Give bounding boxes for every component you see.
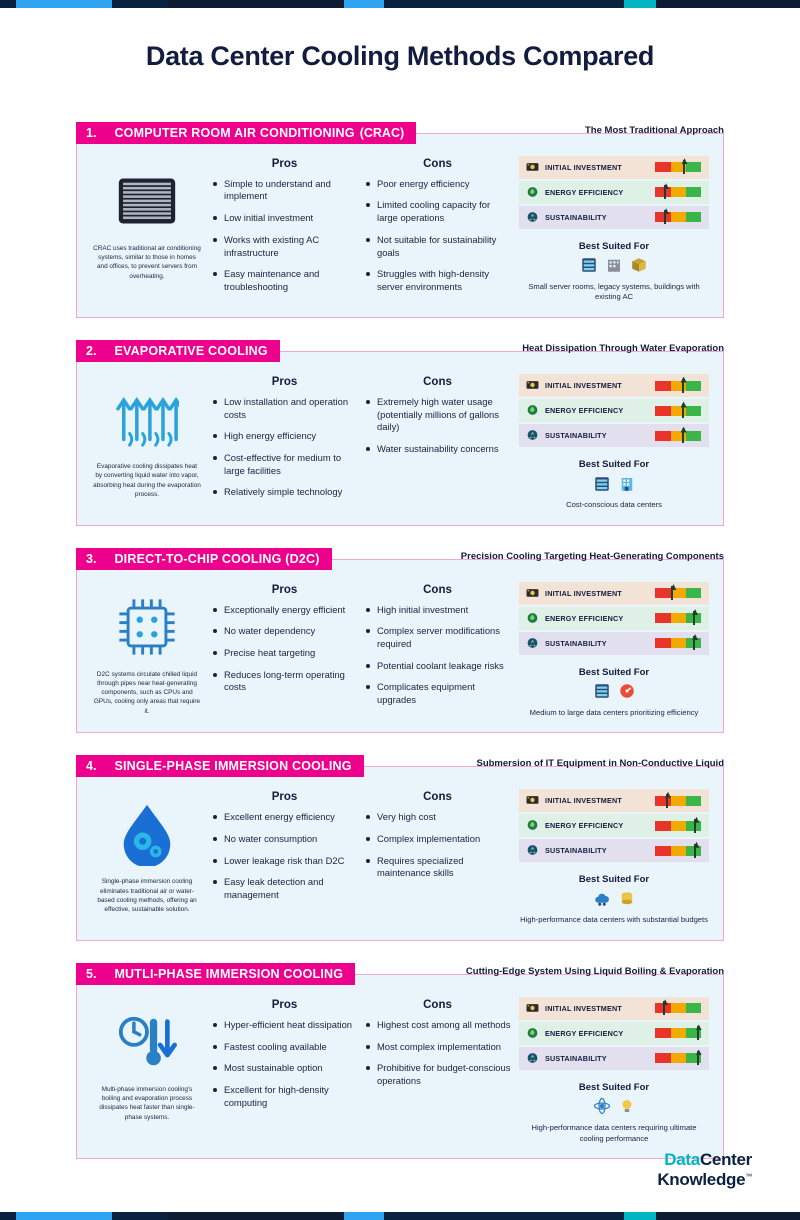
money-icon (526, 587, 539, 600)
pro-item: Most sustainable option (211, 1062, 358, 1075)
best-suited-text: High-performance data centers with substantial budgets (520, 915, 708, 925)
recycle-icon (526, 1052, 539, 1065)
ratings-column (519, 582, 709, 719)
cooling-method-section (76, 340, 724, 526)
section-header (76, 548, 724, 570)
method-illustration (91, 1005, 203, 1079)
recycle-icon (526, 637, 539, 650)
section-number: 3. (86, 551, 97, 566)
section-subhead: The Most Traditional Approach (585, 124, 724, 136)
ribbon-segment (344, 0, 384, 8)
pro-item: Low installation and operation costs (211, 396, 358, 421)
rating-meter (655, 406, 701, 416)
rating-row (519, 181, 709, 204)
rating-label: ENERGY EFFICIENCY (545, 613, 624, 623)
leaf-globe-icon (526, 404, 539, 417)
ribbon-segment (624, 1212, 656, 1220)
cons-heading: Cons (423, 791, 452, 804)
illustration-column (91, 789, 203, 926)
pro-item: Hyper-efficient heat dissipation (211, 1019, 358, 1032)
pros-heading: Pros (271, 583, 298, 596)
best-suited-icons (519, 1099, 709, 1119)
con-item: High initial investment (364, 604, 511, 617)
rating-marker (683, 160, 685, 174)
logo-center: Center (699, 1150, 752, 1169)
pro-item: Low initial investment (211, 212, 358, 225)
section-name: MUTLI-PHASE IMMERSION COOLING (114, 966, 344, 981)
rating-meter (655, 212, 701, 222)
cons-heading: Cons (423, 157, 452, 170)
box-icon (630, 256, 648, 279)
ribbon-segment (656, 0, 800, 8)
rating-marker (671, 586, 673, 600)
pros-cons (211, 789, 511, 926)
pros-list (211, 1019, 358, 1109)
pros-heading: Pros (271, 998, 298, 1011)
rating-marker (664, 210, 666, 224)
rating-marker (697, 1051, 699, 1065)
rating-marker (694, 844, 696, 858)
pro-item: Cost-effective for medium to large facilities (211, 452, 358, 477)
money-icon (526, 1002, 539, 1015)
pro-item: No water dependency (211, 625, 358, 638)
rating-marker (682, 429, 684, 443)
money-icon (526, 1002, 539, 1015)
section-subhead: Heat Dissipation Through Water Evaporation (522, 343, 724, 354)
best-suited-icons (519, 891, 709, 911)
rating-label: ENERGY EFFICIENCY (545, 821, 624, 831)
leaf-globe-icon (526, 612, 539, 625)
pro-item: Precise heat targeting (211, 647, 358, 660)
method-caption: Multi-phase immersion cooling's boiling and evaporation process dissipates heat faster than single-phase systems. (99, 1085, 195, 1121)
leaf-globe-icon (526, 612, 539, 625)
best-suited-heading: Best Suited For (578, 240, 650, 252)
rating-row (519, 399, 709, 422)
cons-column (364, 584, 511, 719)
rating-label: ENERGY EFFICIENCY (545, 1028, 624, 1038)
cons-list (364, 178, 511, 294)
crac-unit-icon (116, 170, 178, 232)
section-badge (76, 340, 280, 362)
pros-column (211, 158, 358, 303)
pro-item: Easy leak detection and management (211, 876, 358, 901)
ribbon-segment (16, 1212, 112, 1220)
section-number: 5. (86, 966, 97, 981)
lightbulb-icon (618, 1097, 636, 1120)
con-item: Complex server modifications required (364, 625, 511, 650)
pro-item: Lower leakage risk than D2C (211, 855, 358, 868)
ribbon-segment (168, 1212, 344, 1220)
rating-label: SUSTAINABILITY (545, 846, 607, 856)
con-item: Requires specialized maintenance skills (364, 855, 511, 880)
pros-column (211, 376, 358, 511)
leaf-globe-icon (526, 186, 539, 199)
rating-marker (682, 379, 684, 393)
ribbon-segment (344, 1212, 384, 1220)
database-icon (618, 890, 636, 913)
ribbon-segment (16, 0, 112, 8)
cons-heading: Cons (423, 376, 452, 388)
ribbon-segment (384, 1212, 624, 1220)
cons-column (364, 158, 511, 303)
method-illustration (91, 590, 203, 664)
section-panel (76, 766, 724, 941)
rating-row (519, 1022, 709, 1045)
recycle-icon (526, 844, 539, 857)
money-icon (526, 161, 539, 174)
cons-list (364, 1019, 511, 1088)
pro-item: Excellent for high-density computing (211, 1084, 358, 1109)
money-icon (526, 794, 539, 807)
cloud-network-icon (593, 890, 611, 913)
cooling-method-section (76, 755, 724, 941)
leaf-globe-icon (526, 1027, 539, 1040)
rating-marker (664, 185, 666, 199)
rating-marker (693, 611, 695, 625)
method-illustration (91, 164, 203, 238)
rating-meter (655, 638, 701, 648)
sections-container (0, 122, 800, 1159)
recycle-icon (526, 429, 539, 442)
rating-label: INITIAL INVESTMENT (545, 381, 622, 390)
pro-item: Fastest cooling available (211, 1041, 358, 1054)
box-icon (630, 256, 648, 274)
pros-list (211, 178, 358, 294)
cooling-method-section (76, 963, 724, 1159)
recycle-icon (526, 211, 539, 224)
section-number: 1. (86, 125, 97, 140)
con-item: Prohibitive for budget-conscious operations (364, 1062, 511, 1087)
section-name: SINGLE-PHASE IMMERSION COOLING (114, 759, 352, 774)
rating-meter (655, 796, 701, 806)
section-number: 4. (86, 759, 97, 774)
server-rack-icon (580, 256, 598, 279)
page-title: Data Center Cooling Methods Compared (145, 41, 655, 71)
method-illustration (91, 382, 203, 456)
con-item: Complicates equipment upgrades (364, 681, 511, 706)
illustration-column (91, 156, 203, 303)
gauge-icon (618, 682, 636, 700)
rating-label: SUSTAINABILITY (545, 431, 607, 440)
leaf-globe-icon (526, 404, 539, 417)
gauge-icon (618, 682, 636, 705)
rating-marker (693, 636, 695, 650)
rating-meter (655, 187, 701, 197)
pros-cons (211, 997, 511, 1144)
con-item: Water sustainability concerns (364, 443, 511, 456)
pros-column (211, 791, 358, 926)
rating-row (519, 789, 709, 812)
rating-meter (655, 381, 701, 391)
section-badge (76, 963, 355, 985)
ratings-column (519, 789, 709, 926)
section-name: EVAPORATIVE COOLING (114, 344, 268, 358)
section-header (76, 340, 724, 362)
section-header (76, 122, 724, 144)
rating-label: INITIAL INVESTMENT (545, 1003, 622, 1013)
con-item: Potential coolant leakage risks (364, 660, 511, 673)
section-badge (76, 122, 416, 144)
rating-row (519, 206, 709, 229)
best-suited-heading: Best Suited For (578, 1081, 650, 1093)
pro-item: Excellent energy efficiency (211, 811, 358, 824)
office-building-icon (605, 256, 623, 274)
droplet-gears-icon (115, 802, 179, 866)
rating-meter (655, 162, 701, 172)
rating-row (519, 1047, 709, 1070)
recycle-icon (526, 429, 539, 442)
rating-label: SUSTAINABILITY (545, 638, 607, 648)
rating-row (519, 632, 709, 655)
con-item: Extremely high water usage (potentially millions of gallons daily) (364, 396, 511, 434)
best-suited-heading: Best Suited For (578, 666, 650, 678)
leaf-globe-icon (526, 1027, 539, 1040)
server-rack-icon (593, 475, 611, 493)
con-item: Not suitable for sustainability goals (364, 234, 511, 259)
rating-row (519, 424, 709, 447)
pros-cons (211, 156, 511, 303)
leaf-globe-icon (526, 819, 539, 832)
best-suited-heading: Best Suited For (578, 459, 650, 470)
rating-label: SUSTAINABILITY (545, 212, 607, 222)
rating-meter (655, 1053, 701, 1063)
ribbon-segment (0, 0, 16, 8)
method-caption: Single-phase immersion cooling eliminates traditional air or water-based cooling methods, offering an effective, sustainable solution. (97, 878, 197, 914)
con-item: Very high cost (364, 811, 511, 824)
rating-marker (663, 1001, 665, 1015)
rating-row (519, 839, 709, 862)
chip-icon (115, 595, 179, 659)
illustration-column (91, 582, 203, 719)
best-suited-text: Small server rooms, legacy systems, buildings with existing AC (528, 281, 700, 302)
cons-heading: Cons (423, 998, 452, 1011)
rating-marker (666, 794, 668, 808)
ribbon-segment (168, 0, 344, 8)
logo-data: Data (664, 1150, 700, 1169)
ribbon-segment (0, 1212, 16, 1220)
pros-cons (211, 582, 511, 719)
rating-meter (655, 613, 701, 623)
method-caption: Evaporative cooling dissipates heat by converting liquid water into vapor, absorbing heat during the evaporation process. (93, 463, 201, 498)
rating-row (519, 997, 709, 1020)
section-header (76, 755, 724, 777)
section-panel (76, 351, 724, 526)
best-suited-icons (519, 476, 709, 496)
section-name: COMPUTER ROOM AIR CONDITIONING (114, 125, 355, 140)
building-icon (618, 475, 636, 493)
rating-row (519, 607, 709, 630)
con-item: Poor energy efficiency (364, 178, 511, 191)
pro-item: Easy maintenance and troubleshooting (211, 268, 358, 293)
recycle-icon (526, 637, 539, 650)
cons-list (364, 396, 511, 456)
section-subhead: Cutting-Edge System Using Liquid Boiling & Evaporation (465, 965, 724, 977)
atom-icon (593, 1097, 611, 1115)
section-subhead: Precision Cooling Targeting Heat-Generating Components (460, 550, 724, 562)
cooling-method-section (76, 122, 724, 318)
logo-tm: ™ (745, 1173, 752, 1181)
best-suited-heading: Best Suited For (578, 874, 650, 886)
rating-label: ENERGY EFFICIENCY (545, 406, 624, 415)
cons-column (364, 791, 511, 926)
rating-meter (655, 1028, 701, 1038)
recycle-icon (526, 844, 539, 857)
server-rack-icon (593, 682, 611, 705)
pros-column (211, 584, 358, 719)
method-caption: CRAC uses traditional air conditioning systems, similar to those in homes and offices, to prevent servers from overheating. (93, 244, 201, 280)
money-icon (526, 379, 539, 392)
rating-label: INITIAL INVESTMENT (545, 796, 622, 806)
database-icon (618, 890, 636, 908)
money-icon (526, 587, 539, 600)
section-subhead: Submersion of IT Equipment in Non-Conductive Liquid (476, 758, 724, 770)
con-item: Struggles with high-density server environments (364, 268, 511, 293)
brand-logo (657, 1150, 752, 1190)
section-panel (76, 133, 724, 318)
section-badge (76, 755, 364, 777)
pro-item: High energy efficiency (211, 430, 358, 443)
building-icon (618, 475, 636, 498)
cons-column (364, 376, 511, 511)
ribbon-segment (112, 0, 168, 8)
rating-row (519, 374, 709, 397)
section-panel (76, 974, 724, 1159)
best-suited-text: Cost-conscious data centers (566, 500, 662, 509)
rating-label: INITIAL INVESTMENT (545, 162, 622, 172)
ribbon-segment (112, 1212, 168, 1220)
pro-item: Reduces long-term operating costs (211, 669, 358, 694)
server-rack-icon (593, 682, 611, 700)
office-building-icon (605, 256, 623, 279)
server-rack-icon (580, 256, 598, 274)
pros-cons (211, 374, 511, 511)
pros-heading: Pros (271, 157, 298, 170)
section-header (76, 963, 724, 985)
pros-list (211, 604, 358, 694)
lightbulb-icon (618, 1097, 636, 1115)
ratings-column (519, 156, 709, 303)
pro-item: Exceptionally energy efficient (211, 604, 358, 617)
money-icon (526, 379, 539, 392)
best-suited-text: High-performance data centers requiring ultimate cooling performance (531, 1122, 697, 1143)
pros-column (211, 999, 358, 1144)
thermometer-clock-icon (115, 1010, 179, 1074)
top-ribbon (0, 0, 800, 8)
atom-icon (593, 1097, 611, 1120)
cons-list (364, 604, 511, 707)
rating-meter (655, 588, 701, 598)
rating-label: ENERGY EFFICIENCY (545, 187, 624, 197)
con-item: Highest cost among all methods (364, 1019, 511, 1032)
pro-item: Simple to understand and implement (211, 178, 358, 203)
section-number: 2. (86, 344, 97, 358)
section-panel (76, 559, 724, 734)
pros-heading: Pros (271, 376, 298, 388)
ribbon-segment (624, 0, 656, 8)
cons-list (364, 811, 511, 880)
recycle-icon (526, 1052, 539, 1065)
rating-marker (682, 404, 684, 418)
evaporation-arrows-icon (115, 387, 179, 451)
leaf-globe-icon (526, 819, 539, 832)
bottom-ribbon (0, 1212, 800, 1220)
ribbon-segment (384, 0, 624, 8)
pro-item: Works with existing AC infrastructure (211, 234, 358, 259)
server-rack-icon (593, 475, 611, 498)
con-item: Most complex implementation (364, 1041, 511, 1054)
rating-meter (655, 821, 701, 831)
pros-list (211, 811, 358, 901)
rating-label: SUSTAINABILITY (545, 1053, 607, 1063)
rating-row (519, 814, 709, 837)
ratings-column (519, 374, 709, 511)
illustration-column (91, 374, 203, 511)
best-suited-icons (519, 684, 709, 704)
rating-row (519, 156, 709, 179)
cooling-method-section (76, 548, 724, 734)
method-caption: D2C systems circulate chilled liquid through pipes near heat-generating components, such as CPUs and GPUs, cooling only areas that require it. (93, 670, 201, 715)
cloud-network-icon (593, 890, 611, 908)
rating-marker (697, 1026, 699, 1040)
pros-heading: Pros (271, 791, 298, 804)
rating-marker (694, 819, 696, 833)
recycle-icon (526, 211, 539, 224)
rating-meter (655, 431, 701, 441)
section-name: DIRECT-TO-CHIP COOLING (D2C) (114, 551, 320, 566)
pros-list (211, 396, 358, 499)
money-icon (526, 794, 539, 807)
best-suited-text: Medium to large data centers prioritizing efficiency (529, 707, 699, 717)
ribbon-segment (656, 1212, 800, 1220)
method-illustration (91, 797, 203, 871)
cons-column (364, 999, 511, 1144)
section-name-paren: (CRAC) (359, 125, 405, 140)
pro-item: Relatively simple technology (211, 486, 358, 499)
money-icon (526, 161, 539, 174)
con-item: Complex implementation (364, 833, 511, 846)
rating-meter (655, 846, 701, 856)
illustration-column (91, 997, 203, 1144)
cons-heading: Cons (423, 583, 452, 596)
pro-item: No water consumption (211, 833, 358, 846)
logo-knowledge: Knowledge (657, 1170, 746, 1189)
rating-row (519, 582, 709, 605)
section-badge (76, 548, 332, 570)
con-item: Limited cooling capacity for large operations (364, 199, 511, 224)
rating-meter (655, 1003, 701, 1013)
leaf-globe-icon (526, 186, 539, 199)
best-suited-icons (519, 258, 709, 278)
ratings-column (519, 997, 709, 1144)
rating-label: INITIAL INVESTMENT (545, 588, 622, 598)
